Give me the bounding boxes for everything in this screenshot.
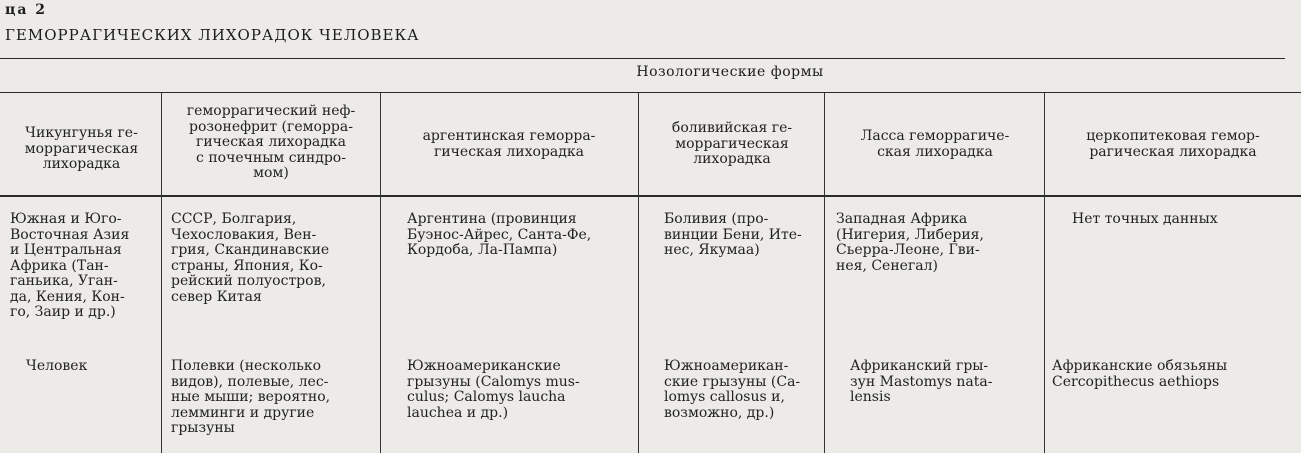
top-rule	[0, 58, 1285, 59]
cell-host-bolivian: Южноамерикан- ские грызуны (Ca- lomys callosus и, возможно, др.)	[664, 358, 801, 421]
cell-region-lassa: Западная Африка (Нигерия, Либерия, Сьерра-Леоне, Гви- нея, Сенегал)	[836, 211, 984, 274]
cell-region-cercopithecus: Нет точных данных	[1072, 211, 1218, 227]
col-divider	[1044, 93, 1045, 453]
cell-region-chikungunya: Южная и Юго- Восточная Азия и Центральная Африка (Тан- ганьика, Уган- да, Кения, Кон- го, Заир и др.)	[10, 211, 130, 320]
cell-host-chikungunya: Человек	[26, 358, 88, 374]
col-divider	[638, 93, 639, 453]
cell-host-hfrs: Полевки (несколько видов), полевые, лес- ные мыши; вероятно, лемминги и другие грызуны	[171, 358, 331, 436]
column-header-bolivian: боливийская ге- моррагическая лихорадка	[671, 120, 793, 167]
cell-region-argentine: Аргентина (провинция Буэнос-Айрес, Санта-Фе, Кордоба, Ла-Пампа)	[407, 211, 592, 258]
column-header-lassa: Ласса геморрагиче- ская лихорадка	[860, 128, 1010, 160]
header-rule	[0, 195, 1301, 197]
cell-host-cercopithecus: Африканские обязьяны Cercopithecus aethiops	[1052, 358, 1228, 390]
cell-host-argentine: Южноамериканские грызуны (Calomys mus- culus; Calomys laucha lauchea и др.)	[407, 358, 580, 421]
group-header: Нозологические формы	[636, 64, 824, 80]
col-divider	[824, 93, 825, 453]
column-header-hfrs: геморрагический неф- розонефрит (геморра- гическая лихорадка с почечным синдро- мом)	[186, 103, 356, 181]
cell-region-bolivian: Боливия (про- винции Бени, Ите- нес, Якумаа)	[664, 211, 802, 258]
table-title: ГЕМОРРАГИЧЕСКИХ ЛИХОРАДОК ЧЕЛОВЕКА	[5, 26, 420, 44]
column-header-cercopithecus: церкопитековая гемор- рагическая лихорадка	[1086, 128, 1260, 160]
cell-host-lassa: Африканский гры- зун Mastomys nata- lensis	[850, 358, 993, 405]
cell-region-hfrs: СССР, Болгария, Чехословакия, Вен- грия, Скандинавские страны, Япония, Ко- рейский полуостров, север Китая	[171, 211, 330, 305]
group-rule	[0, 92, 1301, 93]
column-header-chikungunya: Чикунгунья ге- моррагическая лихорадка	[24, 125, 139, 172]
table-label: ца 2	[5, 2, 48, 18]
col-divider	[161, 93, 162, 453]
col-divider	[380, 93, 381, 453]
column-header-argentine: аргентинская геморра- гическая лихорадка	[422, 128, 596, 160]
